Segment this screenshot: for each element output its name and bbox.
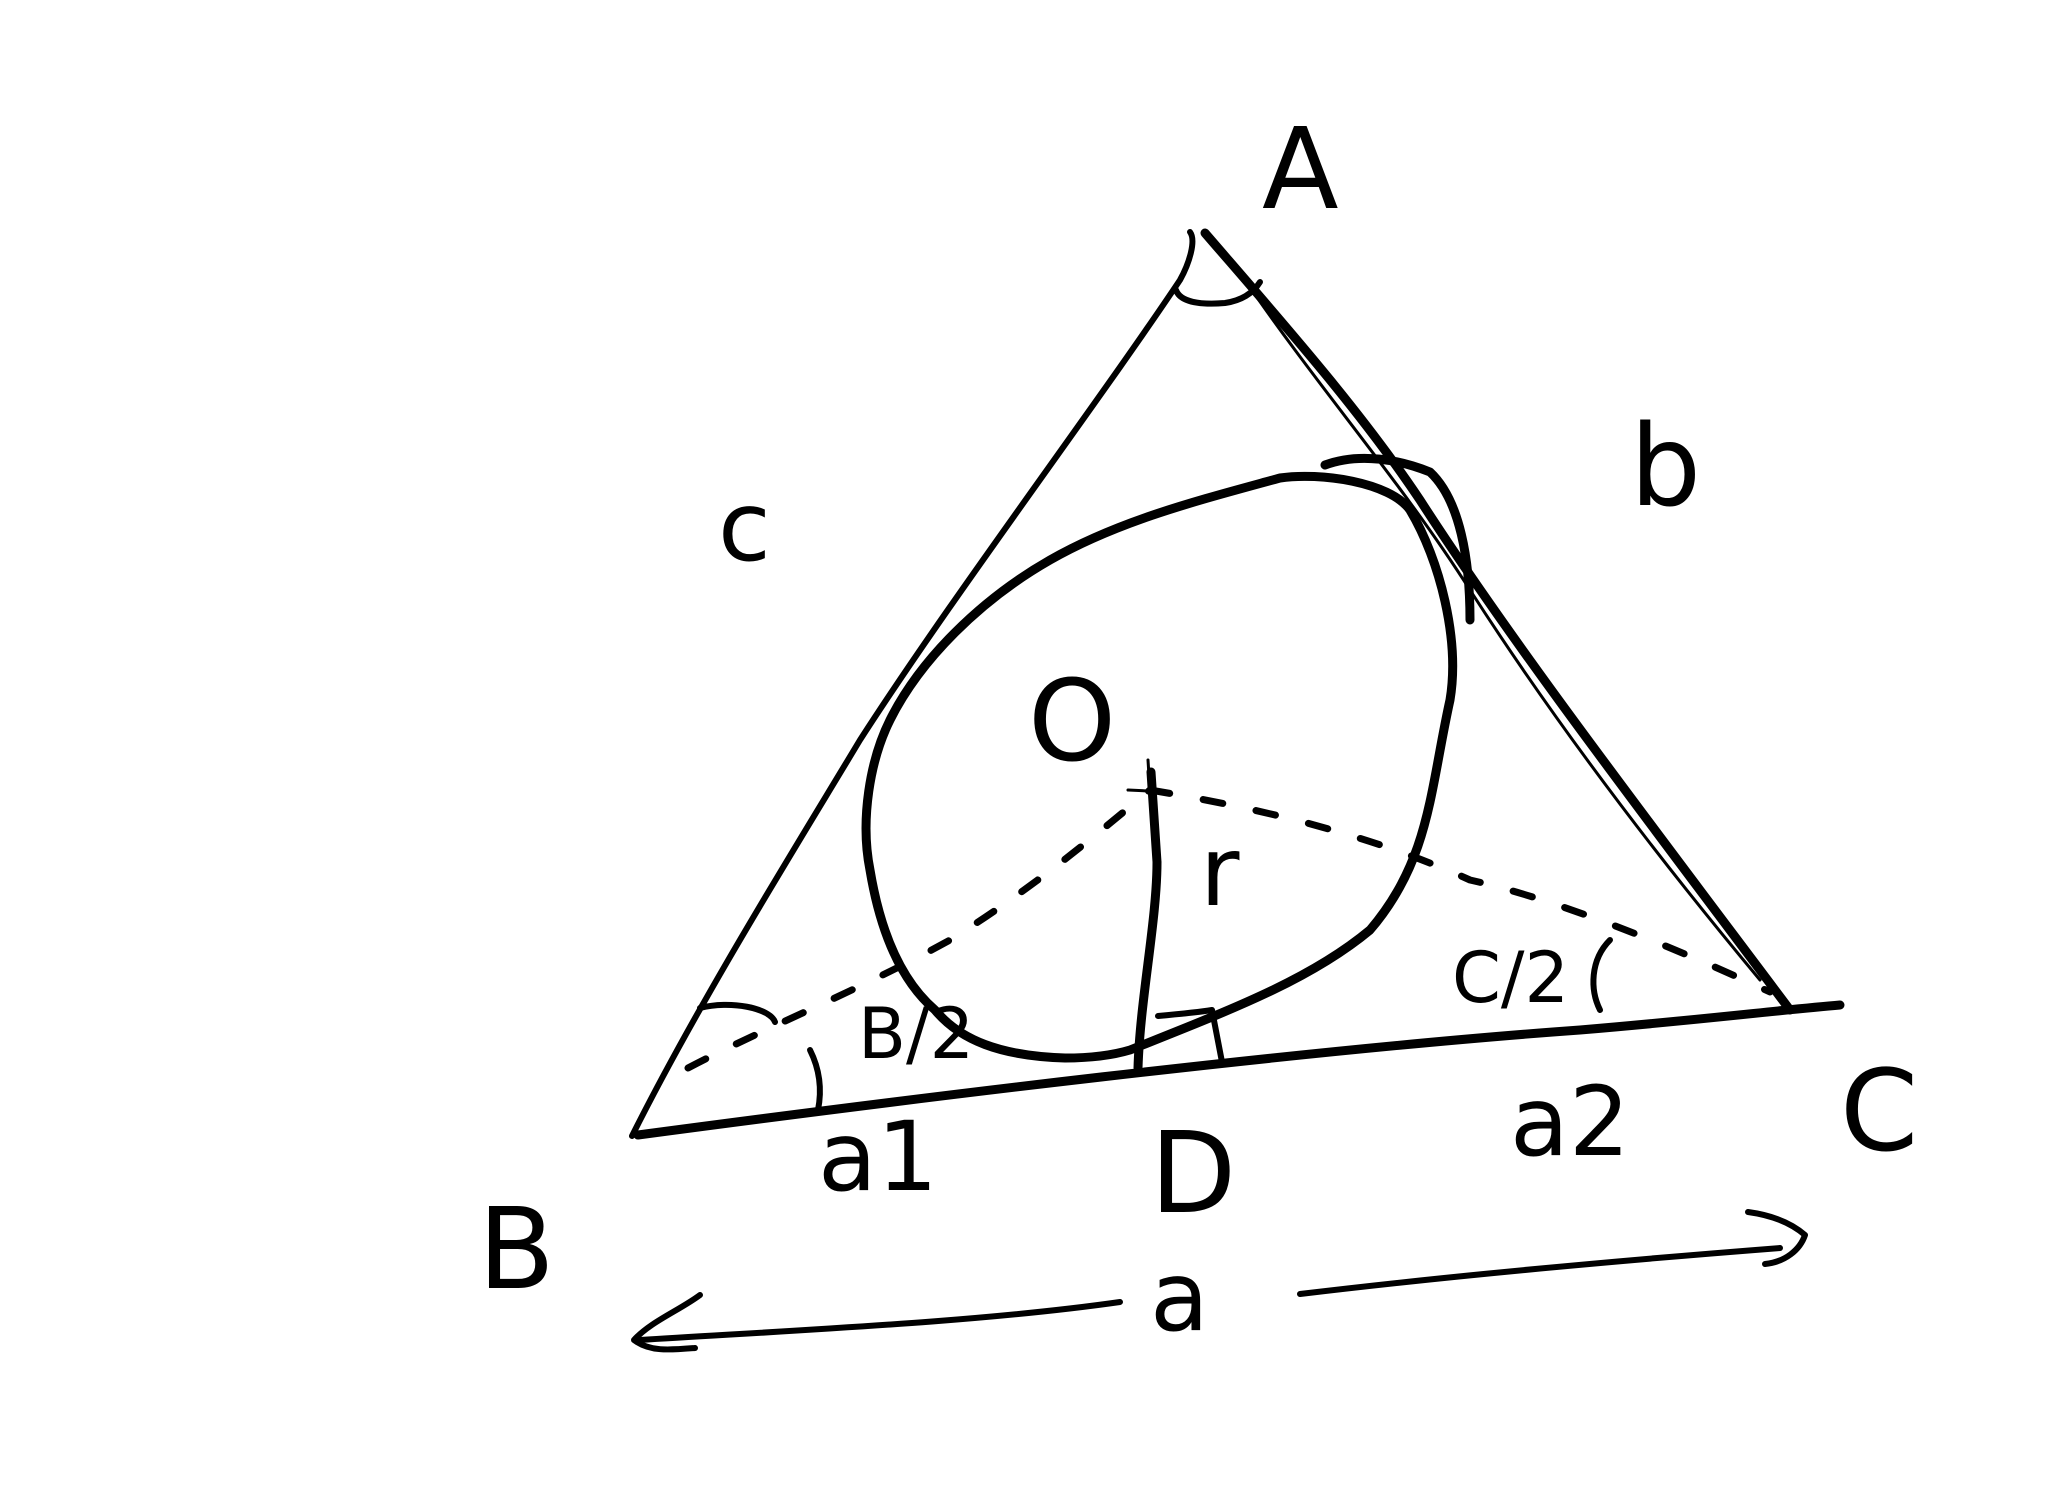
arrow-a-right-line <box>1300 1248 1780 1294</box>
vertex-label-b: B <box>478 1185 555 1315</box>
side-label-c: c <box>718 471 771 583</box>
side-label-a: a <box>1150 1241 1209 1353</box>
angle-b-arc <box>700 1005 775 1022</box>
side-label-b: b <box>1630 402 1702 532</box>
half-angle-c-arc <box>1593 940 1610 1010</box>
half-angle-label-c: C/2 <box>1452 937 1569 1019</box>
vertex-label-c: C <box>1840 1047 1919 1177</box>
segment-label-a2: a2 <box>1510 1066 1630 1178</box>
segment-label-a1: a1 <box>818 1101 938 1213</box>
foot-label: D <box>1150 1109 1237 1239</box>
radius-label: r <box>1200 816 1240 928</box>
half-angle-label-b: B/2 <box>858 993 975 1075</box>
side-ac-line <box>1205 233 1790 1010</box>
arrow-a-right-head <box>1748 1212 1805 1264</box>
radius-line <box>1138 772 1157 1068</box>
arrow-a-left-line <box>640 1302 1120 1340</box>
incenter-label: O <box>1028 657 1117 787</box>
vertex-label-a: A <box>1262 105 1339 235</box>
incircle <box>866 476 1453 1058</box>
side-ac-double-line <box>1245 280 1760 980</box>
triangle <box>632 232 1840 1136</box>
